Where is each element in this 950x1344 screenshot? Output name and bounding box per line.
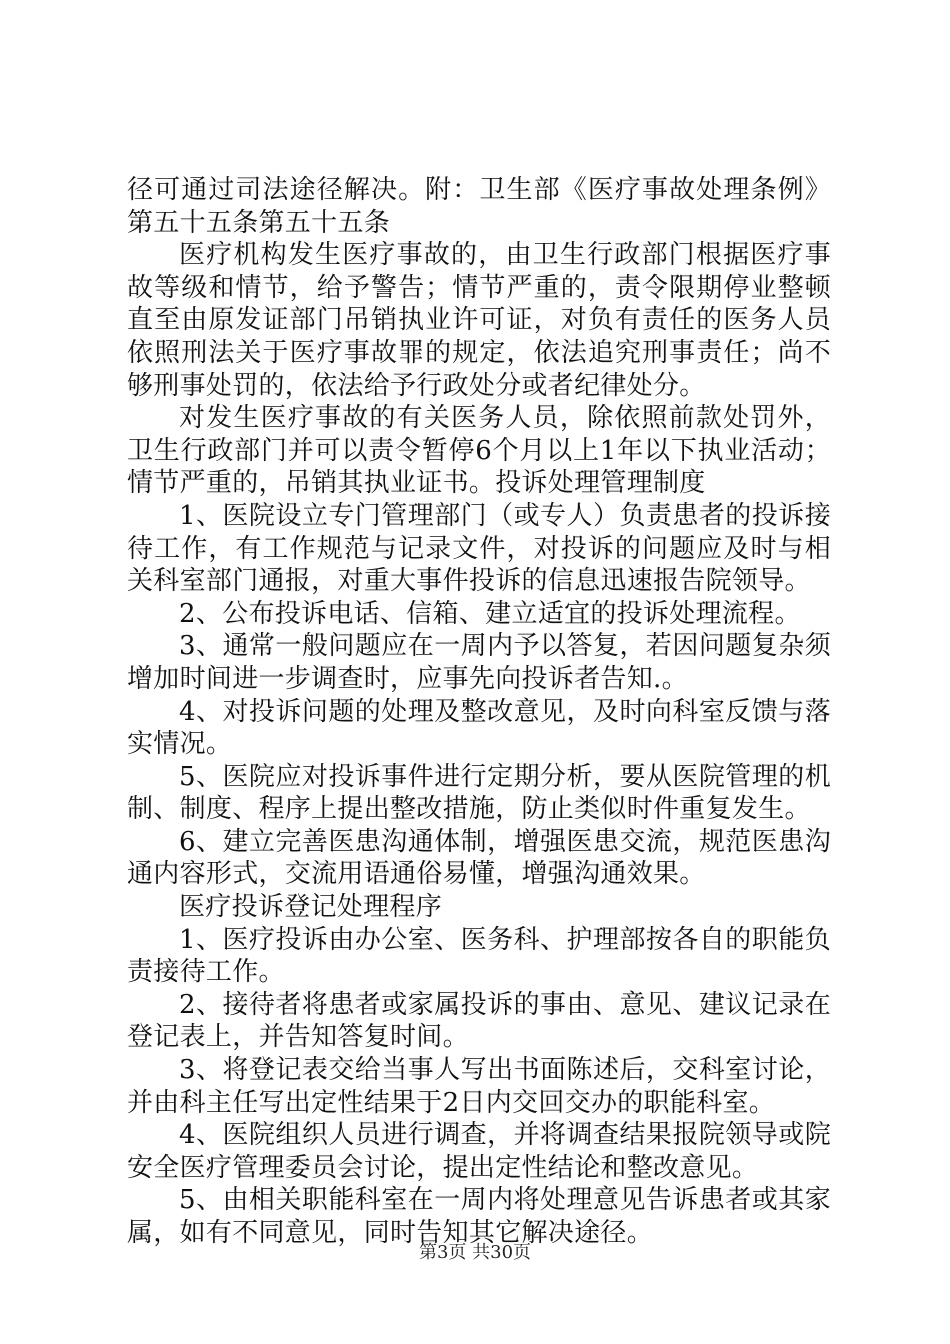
paragraph: 6、建立完善医患沟通体制，增强医患交流，规范医患沟通内容形式，交流用语通俗易懂，增强沟通效果。 [127, 826, 831, 890]
paragraph: 2、接待者将患者或家属投诉的事由、意见、建议记录在登记表上，并告知答复时间。 [127, 989, 831, 1053]
paragraph: 5、医院应对投诉事件进行定期分析，要从医院管理的机制、制度、程序上提出整改措施，防止类似时件重复发生。 [127, 761, 831, 825]
paragraph: 1、医疗投诉由办公室、医务科、护理部按各自的职能负责接待工作。 [127, 924, 831, 988]
document-body [127, 174, 831, 1250]
paragraph: 径可通过司法途径解决。附：卫生部《医疗事故处理条例》第五十五条第五十五条 [127, 175, 831, 238]
paragraph: 4、对投诉问题的处理及整改意见，及时向科室反馈与落实情况。 [127, 696, 831, 760]
paragraph: 4、医院组织人员进行调查，并将调查结果报院领导或院安全医疗管理委员会讨论，提出定性结论和整改意见。 [127, 1120, 831, 1183]
paragraph: 对发生医疗事故的有关医务人员，除依照前款处罚外，卫生行政部门并可以责令暂停6个月以上1年以下执业活动；情节严重的，吊销其执业证书。投诉处理管理制度 [127, 403, 831, 499]
paragraph: 医疗机构发生医疗事故的，由卫生行政部门根据医疗事故等级和情节，给予警告；情节严重的，责令限期停业整顿直至由原发证部门吊销执业许可证，对负有责任的医务人员依照刑法关于医疗事故罪的规定，依法追究刑事责任；尚不够刑事处罚的，依法给予行政处分或者纪律处分。 [127, 240, 831, 401]
paragraph: 3、通常一般问题应在一周内予以答复，若因问题复杂须增加时间进一步调查时，应事先向投诉者告知.。 [127, 631, 831, 694]
paragraph: 5、由相关职能科室在一周内将处理意见告诉患者或其家属，如有不同意见，同时告知其它解决途径。 [127, 1185, 831, 1248]
paragraph: 1、医院设立专门管理部门（或专人）负责患者的投诉接待工作，有工作规范与记录文件，对投诉的问题应及时与相关科室部门通报，对重大事件投诉的信息迅速报告院领导。 [127, 500, 831, 597]
paragraph: 3、将登记表交给当事人写出书面陈述后，交科室讨论，并由科主任写出定性结果于2日内交回交办的职能科室。 [127, 1055, 831, 1118]
paragraph: 2、公布投诉电话、信箱、建立适宜的投诉处理流程。 [179, 598, 801, 629]
page-number-footer: 第3页 共30页 [418, 1242, 532, 1263]
section-heading: 医疗投诉登记处理程序 [179, 892, 443, 923]
